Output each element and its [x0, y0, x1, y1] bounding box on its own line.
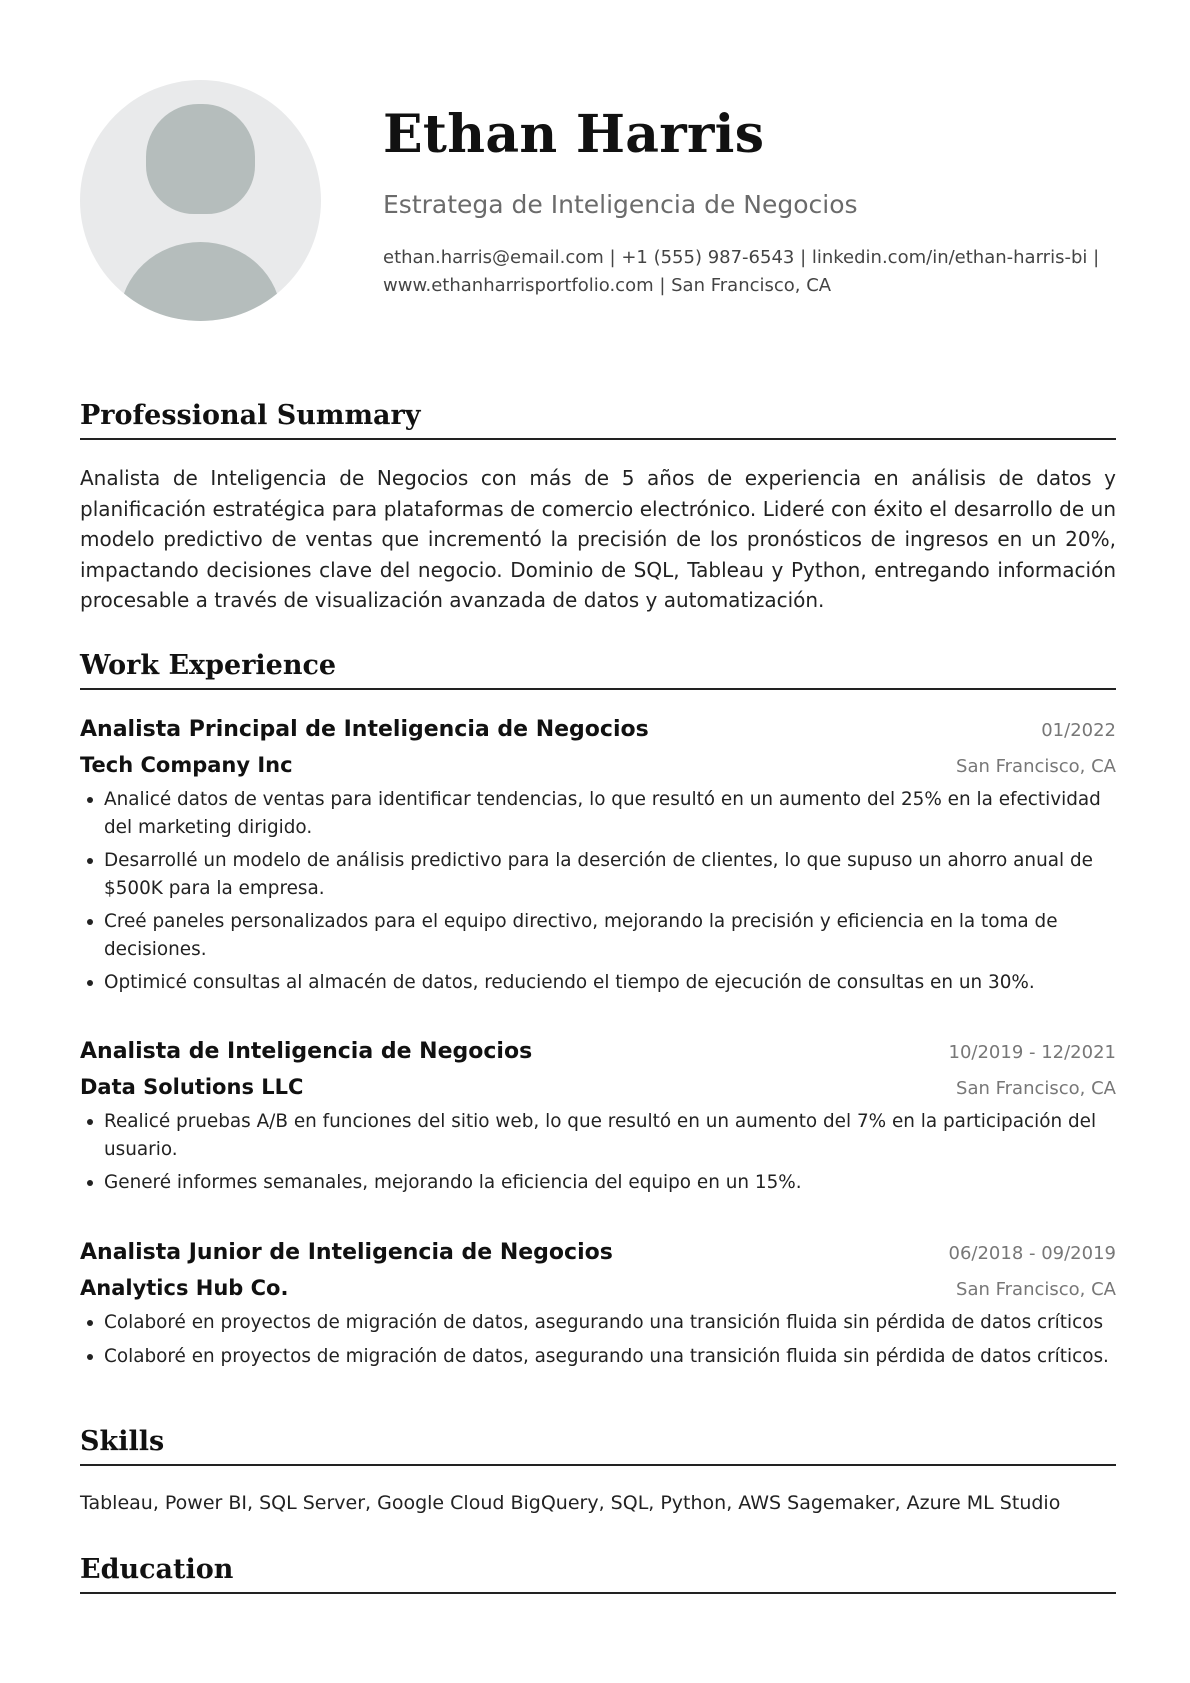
candidate-headline: Estratega de Inteligencia de Negocios — [383, 190, 858, 219]
section-title-summary: Professional Summary — [80, 398, 1116, 440]
summary-text: Analista de Inteligencia de Negocios con más de 5 años de experiencia en análisis de datos y planificación estratégica para plataformas de comercio electrónico. Lideré con éxito el desarrollo de un modelo predictivo de ventas que incrementó la precisión de los pronósticos de ingresos en un 20%, impactando decisiones clave del negocio. Dominio de SQL, Tableau y Python, entregando información procesable a través de visualización avanzada de datos y automatización. — [80, 466, 1116, 612]
job-company: Tech Company Inc — [80, 753, 293, 777]
avatar-head — [146, 104, 255, 214]
job-bullets — [80, 1309, 1116, 1370]
job-title: Analista Junior de Inteligencia de Negocios — [80, 1240, 613, 1265]
bullet-item: Analicé datos de ventas para identificar tendencias, lo que resultó en un aumento del 25% en la efectividad del marketing dirigido. — [80, 786, 1116, 841]
avatar-body — [120, 242, 281, 321]
bullet-item: Optimicé consultas al almacén de datos, reduciendo el tiempo de ejecución de consultas en un 30%. — [80, 969, 1116, 997]
bullet-item: Desarrollé un modelo de análisis predictivo para la deserción de clientes, lo que supuso un ahorro anual de $500K para la empresa. — [80, 847, 1116, 902]
job-entry — [80, 1236, 1116, 1376]
contact-info: ethan.harris@email.com | +1 (555) 987-6543 | linkedin.com/in/ethan-harris-bi | www.ethanharrisportfolio.com | San Francisco, CA — [383, 247, 1100, 296]
section-title-experience: Work Experience — [80, 648, 1116, 690]
job-location: San Francisco, CA — [956, 1078, 1116, 1099]
bullet-icon — [87, 919, 93, 925]
job-entry — [80, 713, 1116, 1003]
job-dates: 01/2022 — [1041, 720, 1116, 741]
job-location: San Francisco, CA — [956, 756, 1116, 777]
job-dates: 10/2019 - 12/2021 — [948, 1042, 1116, 1063]
skills-text: Tableau, Power BI, SQL Server, Google Cloud BigQuery, SQL, Python, AWS Sagemaker, Azure ML Studio — [80, 1492, 1061, 1514]
job-bullets — [80, 786, 1116, 997]
bullet-icon — [87, 1354, 93, 1360]
bullet-icon — [87, 980, 93, 986]
job-title: Analista de Inteligencia de Negocios — [80, 1039, 533, 1064]
bullet-icon — [87, 1320, 93, 1326]
bullet-item: Realicé pruebas A/B en funciones del sitio web, lo que resultó en un aumento del 7% en la participación del usuario. — [80, 1108, 1116, 1163]
job-bullets — [80, 1108, 1116, 1197]
bullet-item: Colaboré en proyectos de migración de datos, asegurando una transición fluida sin pérdida de datos críticos — [80, 1309, 1116, 1337]
job-title: Analista Principal de Inteligencia de Negocios — [80, 717, 649, 742]
candidate-name: Ethan Harris — [383, 104, 765, 165]
bullet-icon — [87, 858, 93, 864]
bullet-icon — [87, 1180, 93, 1186]
job-dates: 06/2018 - 09/2019 — [948, 1243, 1116, 1264]
bullet-item: Colaboré en proyectos de migración de datos, asegurando una transición fluida sin pérdida de datos críticos. — [80, 1343, 1116, 1371]
job-location: San Francisco, CA — [956, 1279, 1116, 1300]
bullet-icon — [87, 797, 93, 803]
section-title-skills: Skills — [80, 1424, 1116, 1466]
section-title-education: Education — [80, 1552, 1116, 1594]
bullet-icon — [87, 1119, 93, 1125]
avatar-placeholder-icon — [80, 80, 321, 321]
bullet-item: Generé informes semanales, mejorando la eficiencia del equipo en un 15%. — [80, 1169, 1116, 1197]
job-entry — [80, 1035, 1116, 1203]
job-company: Analytics Hub Co. — [80, 1276, 289, 1300]
bullet-item: Creé paneles personalizados para el equipo directivo, mejorando la precisión y eficiencia en la toma de decisiones. — [80, 908, 1116, 963]
job-company: Data Solutions LLC — [80, 1075, 304, 1099]
